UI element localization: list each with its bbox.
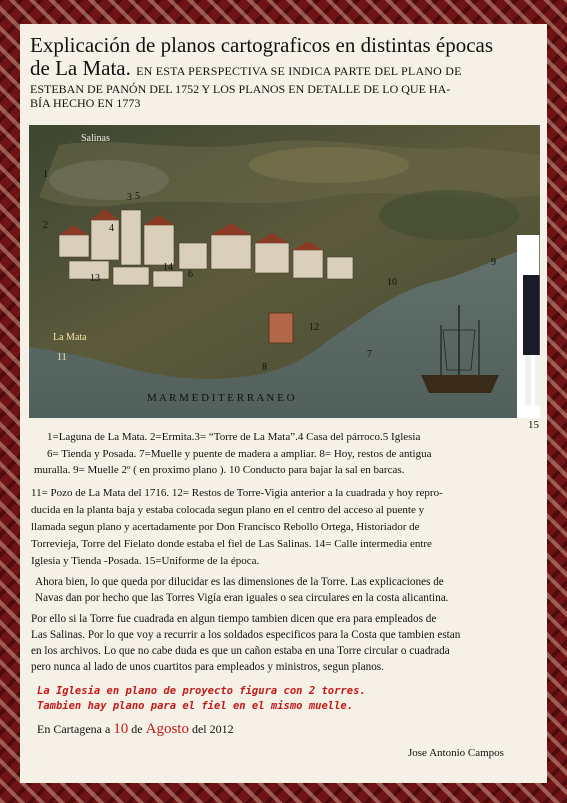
- map-label-salinas: Salinas: [81, 133, 110, 144]
- author-signature: Jose Antonio Campos: [408, 747, 504, 759]
- dateline-day: 10: [113, 721, 129, 737]
- map-label-sea: M A R M E D I T E R R A N E O: [147, 392, 295, 404]
- marker-2: 2: [43, 220, 48, 231]
- red-note-line-2: Tambien hay plano para el fiel en el mismo muelle.: [37, 700, 354, 712]
- marker-1: 1: [43, 169, 48, 180]
- marker-13: 13: [90, 273, 100, 284]
- body-p2-line-2: Las Salinas. Por lo que voy a recurrir a los soldados especificos para la Costa que tambien estan: [31, 629, 461, 641]
- subtitle-line-3: BÍA HECHO EN 1773: [30, 96, 141, 110]
- body-paragraph-2: [31, 611, 539, 675]
- marker-5: 5: [135, 191, 140, 202]
- marker-14: 14: [163, 262, 173, 273]
- dateline-month: Agosto: [145, 721, 189, 737]
- map-label-la-mata: La Mata: [53, 332, 87, 343]
- marker-4: 4: [109, 223, 114, 234]
- legend-line-2: 6= Tienda y Posada. 7=Muelle y puente de madera a ampliar. 8= Hoy, restos de antigua: [47, 448, 432, 460]
- title-line-2-small: EN ESTA PERSPECTIVA SE INDICA PARTE DEL PLANO DE: [136, 64, 462, 78]
- body-p1-line-2: Navas dan por hecho que las Torres Vigía eran iguales o sea circulares en la costa alicantina.: [35, 592, 449, 604]
- page-title: [30, 34, 540, 83]
- legend-line-6: llamada segun plano y acertadamente por Don Francisco Rebollo Ortega, Historiador de: [31, 521, 420, 533]
- red-note: [37, 684, 366, 714]
- red-note-line-1: La Iglesia en plano de proyecto figura con 2 torres.: [37, 685, 366, 697]
- legend-line-7: Torrevieja, Torre del Fielato donde estaba el fiel de Las Salinas. 14= Calle intermedia entre: [31, 538, 432, 550]
- map-svg: [29, 125, 540, 418]
- body-p1-line-1: Ahora bien, lo que queda por dilucidar es las dimensiones de la Torre. Las explicaciones de: [35, 576, 444, 588]
- title-line-2-big: de La Mata.: [30, 56, 131, 80]
- title-line-2: [30, 57, 540, 83]
- map-illustration: [29, 125, 540, 418]
- marker-15: 15: [528, 419, 539, 431]
- soldier-figure: [517, 205, 540, 418]
- legend-line-3: muralla. 9= Muelle 2º ( en proximo plano ). 10 Conducto para bajar la sal en barcas.: [34, 464, 405, 476]
- body-p2-line-1: Por ello si la Torre fue cuadrada en algun tiempo tambien dicen que era para empleados de: [31, 613, 437, 625]
- subtitle-line-2: ESTEBAN DE PANÓN DEL 1752 Y LOS PLANOS EN DETALLE DE LO QUE HA-: [30, 82, 451, 96]
- marker-9: 9: [491, 257, 496, 268]
- legend-line-5: ducida en la planta baja y estaba colocada segun plano en el centro del acceso al puente y: [31, 504, 425, 516]
- document-page: [20, 24, 547, 783]
- page-subtitle: [30, 82, 540, 110]
- marker-8: 8: [262, 362, 267, 373]
- legend-line-8: Iglesia y Tienda -Posada. 15=Uniforme de la época.: [31, 555, 260, 567]
- dateline-de: de: [131, 722, 143, 736]
- legend-line-4: 11= Pozo de La Mata del 1716. 12= Restos de Torre-Vigia anterior a la cuadrada y hoy repro-: [31, 487, 443, 499]
- dateline: [37, 721, 234, 738]
- dateline-year: del 2012: [191, 722, 234, 736]
- marker-10: 10: [387, 277, 397, 288]
- marker-3: 3: [127, 192, 132, 203]
- marker-11: 11: [57, 352, 67, 363]
- body-paragraph-1: [35, 574, 539, 606]
- marker-7: 7: [367, 349, 372, 360]
- legend-line-1: 1=Laguna de La Mata. 2=Ermita.3= “Torre de La Mata”.4 Casa del párroco.5 Iglesia: [47, 431, 421, 443]
- dateline-prefix: En Cartagena a: [37, 722, 111, 736]
- body-p2-line-3: en los archivos. Lo que no cabe duda es que un cañon estaba en una Torre circular o cuadrada: [31, 645, 450, 657]
- body-p2-line-4: pero nunca al lado de unos cuartitos para empleados y ministros, segun planos.: [31, 661, 384, 673]
- marker-12: 12: [309, 322, 319, 333]
- marker-6: 6: [188, 269, 193, 280]
- title-line-1: Explicación de planos cartograficos en distintas épocas: [30, 33, 494, 57]
